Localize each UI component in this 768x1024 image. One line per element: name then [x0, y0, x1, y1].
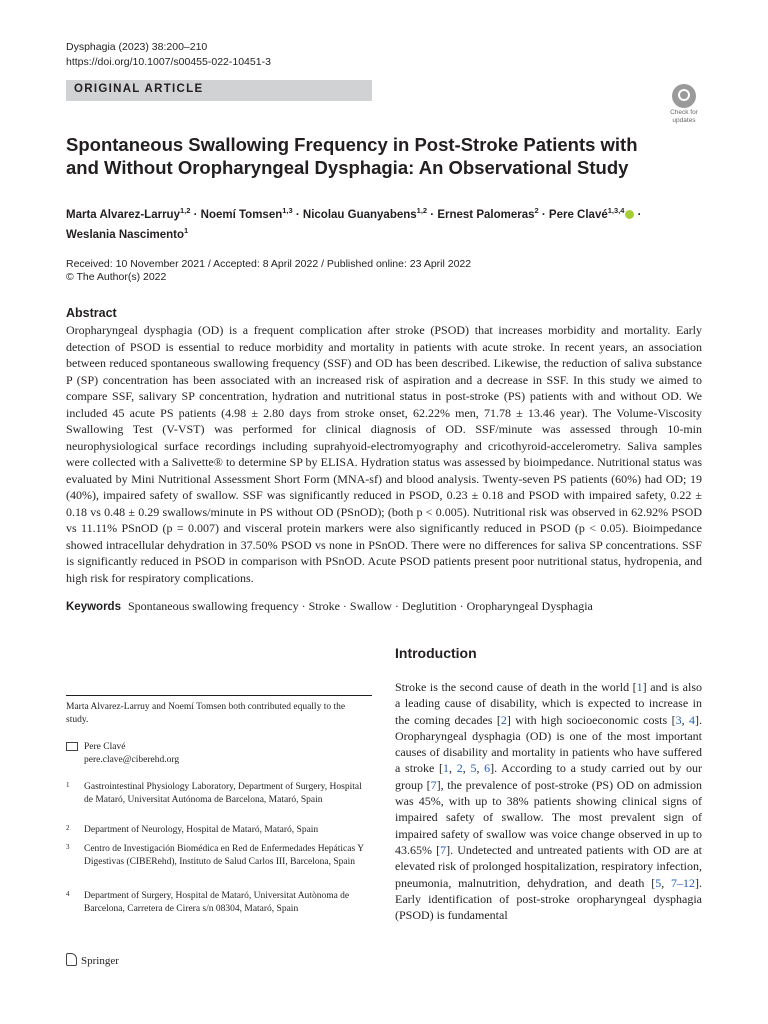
introduction-text — [395, 679, 702, 923]
intro-text-segment: ]. Undetected and untreated patients with OD are at elevated risk of prolonged hospitalization, respiratory infection, pneumonia, malnutrition, dehydration, and death [ — [395, 842, 702, 890]
envelope-icon — [66, 742, 78, 751]
author-name[interactable]: Weslania Nascimento — [66, 228, 185, 241]
citation-link[interactable]: 7 — [440, 842, 447, 857]
keywords-text: Spontaneous swallowing frequency · Stroke · Swallow · Deglutition · Oropharyngeal Dysphagia — [127, 599, 593, 613]
doi-link[interactable]: https://doi.org/10.1007/s00455-022-10451-3 — [66, 56, 271, 68]
citation-link[interactable]: 5 — [655, 875, 662, 890]
intro-text-segment: ] and is also a leading cause of disability, which is expected to increase in the coming decades [ — [395, 680, 703, 727]
article-type-bar — [66, 80, 372, 101]
citation-link[interactable]: 1 — [636, 680, 643, 694]
citation-link[interactable]: 2 — [456, 761, 463, 776]
affiliation-number: 1 — [66, 781, 70, 789]
citation-link[interactable]: 3 — [675, 712, 682, 727]
abstract-text: Oropharyngeal dysphagia (OD) is a frequent complication after stroke (PSOD) that increases morbidity and mortality. Early detection of PSOD is essential to reduce morbidity and mortality in patients with acute stroke. In recent years, an association between reduced spontaneous swallowing frequency (SSF) and OD has been described. Likewise, the reduction of saliva substance P (SP) concentration has been associated with an increased risk of aspiration and a decrease in SSF. In this study we aimed to compare SSF, salivary SP concentration, hydration and nutritional status in post-stroke (PS) patients with and without OD. We included 45 acute PS patients (4.98 ± 2.80 days from stroke onset, 62.22% men, 71.78 ± 13.46 year). The Volume-Viscosity Swallowing Test (V-VST) was performed for clinical diagnosis of OD. SSF/minute was assessed through 10-min neurophysiological surface recordings including suprahyoid-electromyography and cricothyroid-accelerometry. Saliva samples were collected with a Salivette® to determine SP by ELISA. Hydration status was assessed by bioimpedance. Nutritional status was evaluated by Mini Nutritional Assessment Short Form (MNA-sf) and blood analysis. Twenty-seven PS patients (60%) had OD; 19 (40%), impaired safety of swallow. SSF was significantly reduced in PSOD, 0.23 ± 0.18 and PSOD with impaired safety, 0.22 ± 0.18 vs 0.48 ± 0.29 swallows/minute in PS without OD (PSnOD); (both p < 0.005). Nutritional risk was observed in 62.92% PSOD vs 11.11% PSnOD (p = 0.007) and visceral protein markers were also significantly reduced in PSOD (p < 0.05). Bioimpedance showed intracellular dehydration in 37.50% PSOD vs none in PSnOD. There were no differences for saliva SP concentrations. SSF is significantly reduced in PSOD in comparison with PSnOD. Acute PSOD patients present poor nutritional status, hydropenia, and high risk for respiratory complications. — [66, 323, 702, 585]
article-title: Spontaneous Swallowing Frequency in Post-Stroke Patients with and Without Oropharyngeal Dysphagia: An Observational Study — [66, 134, 638, 178]
intro-text-segment: , — [462, 761, 471, 776]
intro-text-segment: ]. Early identification of post-stroke oropharyngeal dysphagia (PSOD) is fundamental — [395, 875, 703, 923]
author-name[interactable]: Noemí Tomsen — [200, 208, 283, 221]
intro-text-segment: ], the prevalence of post-stroke (PS) OD on admission was 45%, with up to 38% patients showing clinical signs of impaired safety of swallow. The most prevalent sign of impaired safety of swallow was voice change observed in up to 43.65% [ — [395, 777, 703, 857]
intro-text-segment: ]. According to a study carried out by our group [ — [395, 761, 703, 792]
contribution-note: Marta Alvarez-Larruy and Noemí Tomsen both contributed equally to the study. — [66, 702, 346, 725]
author-affiliation-marker: 1,3 — [282, 206, 293, 215]
author-affiliation-marker: 1,2 — [416, 206, 428, 215]
affiliation-text: Department of Neurology, Hospital de Mataró, Mataró, Spain — [84, 825, 319, 835]
affiliation-text: Centro de Investigación Biomédica en Red de Enfermedades Hepáticas Y Digestivas (CIBERehd), Instituto de Salud Carlos III, Barcelona, Spain — [84, 844, 364, 868]
corresponding-author — [66, 741, 179, 767]
author-list — [66, 203, 686, 243]
intro-text-segment: , — [681, 712, 690, 727]
citation-link[interactable]: 4 — [689, 712, 696, 727]
intro-text-segment: , — [449, 761, 457, 776]
springer-horse-icon — [66, 953, 77, 966]
affiliation-text: Gastrointestinal Physiology Laboratory, Department of Surgery, Hospital de Mataró, Universitat Autónoma de Barcelona, Mataró, Spain — [84, 782, 362, 806]
author-affiliation-marker: 2 — [534, 206, 539, 215]
affiliation-text: Department of Surgery, Hospital de Mataró, Universitat Autònoma de Barcelona, Carretera de Cirera s/n 08304, Mataró, Spain — [84, 891, 350, 915]
citation-link[interactable]: 1 — [443, 761, 450, 776]
corresponding-email[interactable]: pere.clave@ciberehd.org — [84, 755, 180, 765]
intro-text-segment: , — [661, 875, 672, 890]
affiliation-number: 4 — [66, 890, 70, 898]
check-for-updates-badge[interactable] — [664, 84, 704, 124]
citation-link[interactable]: 7 — [430, 777, 437, 792]
author-separator: · — [292, 208, 303, 221]
author-affiliation-marker: 1,2 — [179, 206, 191, 215]
check-updates-line1: Check for — [670, 109, 698, 116]
citation-link[interactable]: 2 — [500, 712, 507, 727]
introduction-heading: Introduction — [395, 645, 477, 661]
author-name[interactable]: Nicolau Guanyabens — [302, 208, 417, 221]
affiliation-number: 3 — [66, 843, 70, 851]
author-separator: · — [427, 208, 438, 221]
author-separator: · — [634, 208, 642, 221]
citation-link[interactable]: 5 — [470, 761, 477, 776]
author-name[interactable]: Marta Alvarez-Larruy — [66, 208, 180, 221]
journal-header — [66, 40, 271, 70]
affiliation-2 — [66, 824, 366, 837]
author-affiliation-marker: 1 — [184, 225, 189, 235]
article-type-label: ORIGINAL ARTICLE — [74, 83, 204, 95]
intro-text-segment: ] with high socioeconomic costs [ — [506, 712, 676, 727]
author-affiliation-marker: 1,3,4 — [607, 206, 625, 215]
abstract-heading: Abstract — [66, 306, 117, 320]
citation-link[interactable]: 7–12 — [671, 875, 696, 890]
corresponding-name: Pere Clavé — [84, 742, 126, 752]
intro-text-segment: , — [476, 761, 485, 776]
intro-text-segment: ]. Oropharyngeal dysphagia (OD) is one of the most important causes of disability and mortality in patients who have suffered a stroke [ — [395, 712, 703, 776]
intro-text-segment: Stroke is the second cause of death in the world [ — [395, 680, 637, 694]
check-updates-icon — [672, 84, 696, 108]
keywords — [66, 598, 702, 615]
publication-dates — [66, 258, 471, 284]
affiliation-number: 2 — [66, 824, 70, 832]
footnote-divider — [66, 695, 372, 696]
author-separator: · — [538, 208, 549, 221]
author-separator: · — [190, 208, 201, 221]
copyright-notice: © The Author(s) 2022 — [66, 271, 167, 283]
keywords-label: Keywords — [66, 601, 121, 613]
history-dates: Received: 10 November 2021 / Accepted: 8 April 2022 / Published online: 23 April 2022 — [66, 258, 472, 270]
author-name[interactable]: Pere Clavé — [548, 208, 608, 221]
citation-link[interactable]: 6 — [484, 761, 491, 776]
publisher-name: Springer — [81, 955, 119, 967]
affiliation-4 — [66, 890, 366, 916]
publisher-footer — [66, 953, 119, 968]
affiliation-1 — [66, 781, 366, 807]
check-updates-line2: updates — [672, 117, 696, 124]
author-name[interactable]: Ernest Palomeras — [437, 208, 535, 221]
journal-citation: Dysphagia (2023) 38:200–210 — [66, 41, 208, 53]
affiliation-3 — [66, 843, 366, 869]
